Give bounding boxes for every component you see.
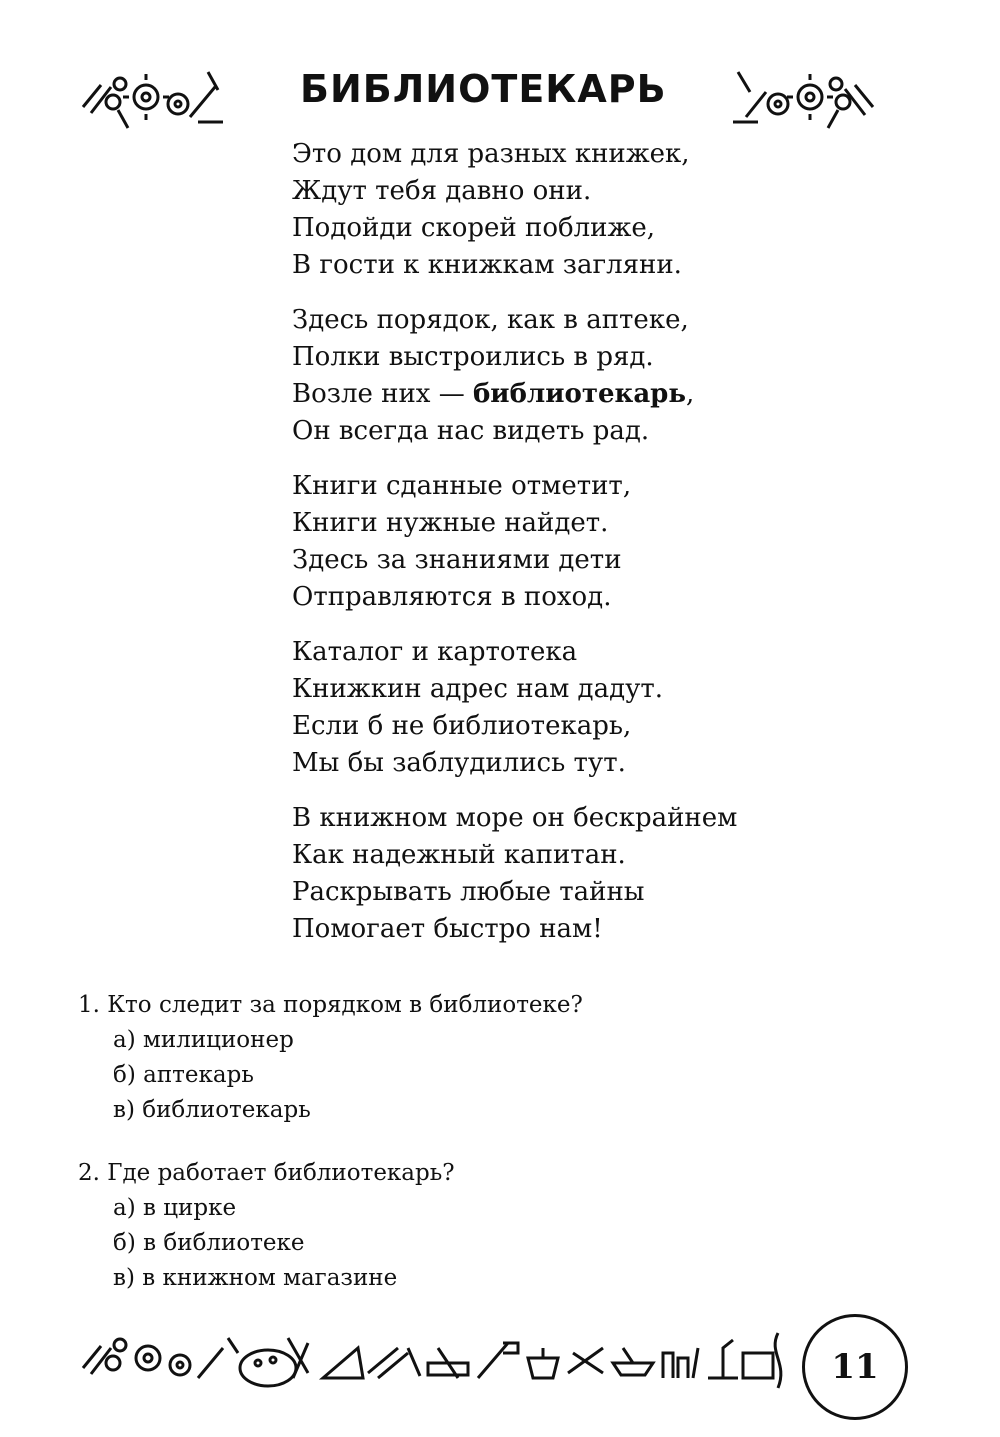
poem-stanza: [292, 302, 852, 450]
poem-line-emphasis: [292, 376, 852, 413]
poem-stanza: [292, 800, 852, 948]
poem-line: Как надежный капитан.: [292, 840, 626, 870]
tools-decoration-right-icon: [728, 62, 878, 132]
poem: [292, 136, 852, 966]
answer-option[interactable]: в) в книжном магазине: [113, 1265, 398, 1291]
poem-line: Книжкин адрес нам дадут.: [292, 674, 664, 704]
poem-line: Если б не библиотекарь,: [292, 711, 632, 741]
poem-line: Это дом для разных книжек,: [292, 139, 690, 169]
poem-line: Он всегда нас видеть рад.: [292, 416, 650, 446]
poem-line: Полки выстроились в ряд.: [292, 342, 654, 372]
page-title: БИБЛИОТЕКАРЬ: [300, 67, 667, 111]
poem-line: Ждут тебя давно они.: [292, 176, 592, 206]
answer-option[interactable]: б) в библиотеке: [113, 1230, 305, 1256]
poem-line: В гости к книжкам загляни.: [292, 250, 682, 280]
question-text: 2. Где работает библиотекарь?: [78, 1160, 455, 1186]
poem-line: Книги сданные отметит,: [292, 471, 632, 501]
answer-option[interactable]: б) аптекарь: [113, 1062, 254, 1088]
poem-line: В книжном море он бескрайнем: [292, 803, 738, 833]
poem-line: Мы бы заблудились тут.: [292, 748, 626, 778]
poem-stanza: [292, 468, 852, 616]
poem-line: Здесь порядок, как в аптеке,: [292, 305, 689, 335]
tools-border-icon: [78, 1318, 788, 1398]
poem-line-text: Возле них —: [292, 379, 473, 409]
poem-line-punct: ,: [686, 379, 695, 409]
question-1: [78, 988, 898, 1128]
poem-stanza: [292, 136, 852, 284]
poem-line: Здесь за знаниями дети: [292, 545, 622, 575]
answer-option[interactable]: а) милиционер: [113, 1027, 294, 1053]
page-number: 11: [802, 1314, 908, 1420]
poem-line: Книги нужные найдет.: [292, 508, 609, 538]
tools-decoration-left-icon: [78, 62, 228, 132]
poem-line: Раскрывать любые тайны: [292, 877, 645, 907]
answer-option[interactable]: в) библиотекарь: [113, 1097, 311, 1123]
question-2: [78, 1156, 898, 1296]
poem-line: Подойди скорей поближе,: [292, 213, 656, 243]
poem-line: Отправляются в поход.: [292, 582, 612, 612]
poem-stanza: [292, 634, 852, 782]
question-text: 1. Кто следит за порядком в библиотеке?: [78, 992, 583, 1018]
poem-line: Помогает быстро нам!: [292, 914, 603, 944]
answer-option[interactable]: а) в цирке: [113, 1195, 237, 1221]
keyword-librarian: библиотекарь: [472, 379, 686, 409]
poem-line: Каталог и картотека: [292, 637, 578, 667]
